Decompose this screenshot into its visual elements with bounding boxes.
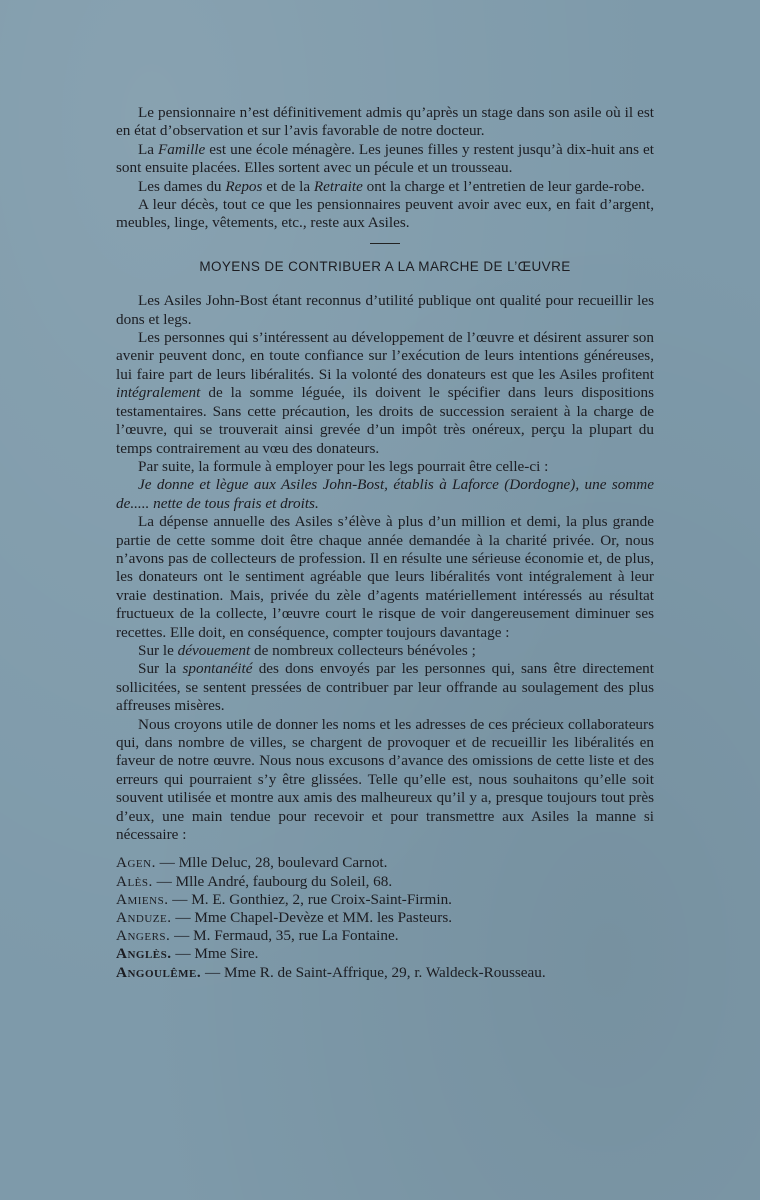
collector-details: — Mme R. de Saint-Affrique, 29, r. Waldeck-Rousseau. [201, 963, 546, 981]
emphasis-repos: Repos [225, 177, 263, 195]
collector-details: — Mlle André, faubourg du Soleil, 68. [152, 872, 393, 890]
collector-city: Anduze. [116, 909, 172, 927]
paragraph-utilite-publique: Les Asiles John-Bost étant reconnus d’utilité publique ont qualité pour recueillir les dons et legs. [116, 292, 654, 328]
section-heading: MOYENS DE CONTRIBUER A LA MARCHE DE L’ŒUVRE [199, 258, 571, 274]
paragraph-liberalites [116, 329, 654, 458]
collector-details: — Mlle Deluc, 28, boulevard Carnot. [155, 854, 388, 872]
collector-city: Angers. [116, 927, 171, 945]
collector-entry [116, 909, 654, 927]
paragraph-famille [116, 141, 654, 178]
collector-entry [116, 891, 654, 909]
collector-details: — M. Fermaud, 35, rue La Fontaine. [170, 927, 399, 945]
collector-entry [116, 945, 654, 963]
emphasis-retraite: Retraite [313, 177, 363, 195]
collector-entry [116, 964, 654, 982]
paragraph-formule-intro: Par suite, la formule à employer pour les legs pourrait être celle-ci : [138, 457, 549, 475]
text-run: de nombreux collecteurs bénévoles ; [250, 641, 476, 659]
text-run: est une école ménagère. Les jeunes filles y restent jusqu’à dix-huit ans et sont ensuite placées. Elles sortent avec un pécule et un trousseau. [116, 140, 654, 177]
text-run: Les personnes qui s’intéressent au développement de l’œuvre et désirent assurer son avenir peuvent donc, en toute confiance sur l’exécution de leurs intentions généreuses, lui faire part de leurs libéralités. Si la volonté des donateurs est que les Asiles profitent [116, 329, 654, 383]
collector-list [116, 854, 654, 981]
collector-entry [116, 854, 654, 872]
paragraph-admission: Le pensionnaire n’est définitivement admis qu’après un stage dans son asile où il est en état d’observation et sur l’avis favorable de notre docteur. [116, 104, 654, 140]
collector-entry [116, 927, 654, 945]
text-run: ont la charge et l’entretien de leur garde-robe. [362, 177, 645, 195]
legacy-formula: Je donne et lègue aux Asiles John-Bost, établis à Laforce (Dordogne), une somme de..... nette de tous frais et droits. [116, 476, 654, 512]
emphasis-famille: Famille [158, 140, 206, 158]
collector-city: Amiens. [116, 890, 169, 908]
collector-details: — M. E. Gonthiez, 2, rue Croix-Saint-Firmin. [168, 890, 452, 908]
emphasis-integralement: intégralement [116, 384, 201, 402]
text-run: de la somme léguée, ils doivent le spécifier dans leurs dispositions testamentaires. Sans cette précaution, les droits de succession seraient à la charge de l’œuvre, qui se trouverait ainsi grevée d’un impôt très onéreux, perçu la plupart du temps contrairement au vœu des donateurs. [116, 384, 654, 457]
collector-city: Angoulême. [116, 963, 202, 981]
emphasis-spontaneite: spontanéité [182, 660, 253, 678]
text-column [116, 104, 654, 982]
emphasis-devouement: dévouement [177, 641, 251, 659]
paragraph-depense: La dépense annuelle des Asiles s’élève à plus d’un million et demi, la plus grande partie de cette somme doit être chaque année demandée à la charité privée. Or, nous n’avons pas de collecteurs de profession. Il en résulte une sérieuse économie et, de plus, les donateurs ont le sentiment agréable que leurs libéralités vont intégralement à leur vraie destination. Mais, privée du zèle d’agents matériellement intéressés au résultat fructueux de la collecte, l’œuvre court le risque de voir dangereusement diminuer ses recettes. Elle doit, en conséquence, compter toujours davantage : [116, 513, 654, 641]
text-run: Les dames du [138, 177, 226, 195]
collector-city: Agen. [116, 854, 156, 872]
text-run: et de la [262, 177, 314, 195]
paragraph-collaborateurs: Nous croyons utile de donner les noms et les adresses de ces précieux collaborateurs qui, dans nombre de villes, se chargent de provoquer et de recueillir les libéralités en faveur de notre œuvre. Nous nous excusons d’avance des omissions de cette liste et des erreurs qui pourraient s’y être glissées. Telle qu’elle est, nous souhaitons qu’elle soit souvent utilisée et montre aux amis des malheureux qu’il y a, presque toujours tout près d’eux, une main tendue pour recevoir et pour transmettre aux Asiles la manne si nécessaire : [116, 715, 654, 844]
collector-city: Anglès. [116, 945, 172, 963]
text-run: Sur la [138, 660, 183, 678]
paragraph-spontaneite [116, 660, 654, 715]
paragraph-devouement [116, 642, 654, 660]
collector-city: Alès. [116, 872, 153, 890]
text-run: La [138, 140, 159, 158]
section-divider [370, 243, 400, 244]
text-run: des dons envoyés par les personnes qui, sans être directement sollicitées, se sentent pressées de contribuer par leur offrande au soulagement des plus affreuses misères. [116, 660, 654, 715]
paragraph-repos-retraite [116, 178, 654, 196]
text-run: Sur le [138, 641, 178, 659]
collector-details: — Mme Chapel-Devèze et MM. les Pasteurs. [171, 909, 453, 927]
collector-entry [116, 873, 654, 891]
collector-details: — Mme Sire. [171, 945, 259, 963]
paragraph-deces: A leur décès, tout ce que les pensionnaires peuvent avoir avec eux, en fait d’argent, meubles, linge, vêtements, etc., reste aux Asiles. [116, 196, 654, 232]
